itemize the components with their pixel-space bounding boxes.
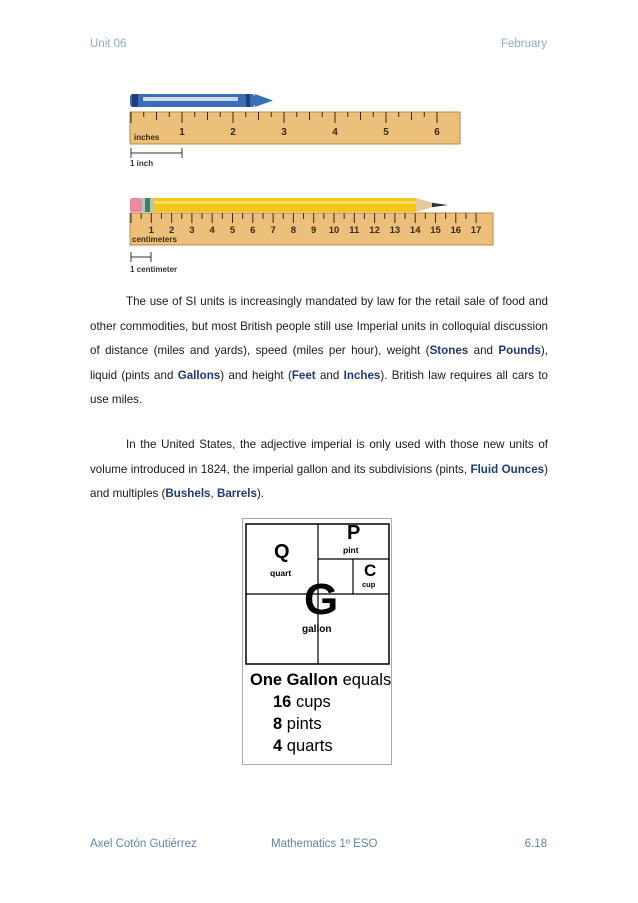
cm-number: 17 xyxy=(470,225,482,236)
quart-label: quart xyxy=(270,568,292,578)
inch-number: 3 xyxy=(281,127,287,138)
rulers-illustration xyxy=(118,86,498,278)
para1-text-6: ). British law requires all cars to use miles. xyxy=(90,368,548,406)
cm-caption: 1 centimeter xyxy=(130,265,178,274)
gallon-equivalence-figure xyxy=(242,518,392,765)
cm-number: 3 xyxy=(189,225,195,236)
cup-letter: C xyxy=(364,561,377,580)
cm-scale-marker xyxy=(130,252,177,274)
cm-number: 11 xyxy=(349,225,360,236)
equivalence-quarts xyxy=(273,737,333,756)
cups-unit: cups xyxy=(291,693,331,711)
header-month: February xyxy=(500,38,547,50)
cm-number: 8 xyxy=(290,225,297,236)
cm-number: 5 xyxy=(229,225,236,236)
inch-number: 5 xyxy=(383,127,389,138)
gallon-equals-heading xyxy=(250,671,391,690)
keyword-bushels: Bushels xyxy=(165,487,211,500)
para1-text-1: The use of SI units is increasingly mandated by law for the retail sale of food and other commodities, but most British people still use Imperial units in colloquial discussion of distance (miles and yards), speed (miles per hour), weight ( xyxy=(90,295,548,357)
cm-number: 2 xyxy=(168,225,175,236)
cup-label: cup xyxy=(362,580,376,589)
inch-scale-marker xyxy=(130,148,182,168)
footer-author: Axel Cotón Gutiérrez xyxy=(90,838,197,850)
keyword-feet: Feet xyxy=(291,368,316,382)
inch-ruler xyxy=(130,112,460,144)
para1-text-2: and xyxy=(468,344,499,357)
cm-number: 16 xyxy=(450,225,462,236)
equivalence-pints xyxy=(273,715,322,734)
gallon-equals-bold: One Gallon xyxy=(250,671,339,689)
para2-text-4: ). xyxy=(256,487,265,500)
inch-caption: 1 inch xyxy=(130,159,154,168)
inch-number: 1 xyxy=(179,127,185,138)
para1-text-4: ) and height ( xyxy=(220,368,292,382)
cups-count: 16 xyxy=(273,693,292,711)
cm-number: 13 xyxy=(389,225,401,236)
centimeter-ruler xyxy=(130,213,493,245)
para1-text-5: and xyxy=(315,368,344,382)
keyword-inches: Inches xyxy=(343,368,381,382)
pints-unit: pints xyxy=(282,715,322,733)
pints-count: 8 xyxy=(273,715,283,733)
cm-number: 6 xyxy=(250,225,256,236)
cm-number: 14 xyxy=(409,225,421,236)
inch-number: 6 xyxy=(434,127,440,138)
cm-number: 7 xyxy=(270,225,276,236)
pint-label: pint xyxy=(343,545,359,555)
cm-number: 1 xyxy=(148,225,154,236)
keyword-pounds: Pounds xyxy=(498,344,541,357)
cm-number: 4 xyxy=(209,225,215,236)
equivalence-cups xyxy=(273,693,331,712)
inch-number: 2 xyxy=(230,127,236,138)
paragraph-imperial-uk xyxy=(90,290,548,413)
keyword-barrels: Barrels xyxy=(216,487,257,500)
gallon-letter: G xyxy=(304,575,339,624)
footer-page-number: 6.18 xyxy=(524,838,547,850)
quarts-count: 4 xyxy=(273,737,283,755)
keyword-gallons: Gallons xyxy=(177,368,221,382)
quarts-unit: quarts xyxy=(282,737,333,755)
inch-ruler-label: inches xyxy=(134,133,160,142)
gallon-label: gallon xyxy=(302,624,332,635)
cm-number: 15 xyxy=(430,225,441,236)
para2-text-3: , xyxy=(210,487,217,500)
footer-subject: Mathematics 1º ESO xyxy=(271,838,378,850)
cm-number: 9 xyxy=(311,225,317,236)
pint-letter: P xyxy=(347,522,361,544)
cm-ruler-label: centimeters xyxy=(132,235,177,244)
para1-text-3: ), liquid (pints and xyxy=(90,344,548,382)
inch-number: 4 xyxy=(332,127,338,138)
para2-text-1: In the United States, the adjective imperial is only used with those new units of volume introduced in 1824, the imperial gallon and its subdivisions (pints, xyxy=(90,438,548,476)
cm-number: 12 xyxy=(369,225,380,236)
pencil-icon xyxy=(130,198,448,212)
gallon-equals-rest: equals xyxy=(338,671,392,689)
cm-number: 10 xyxy=(328,225,340,236)
keyword-fluid-ounces: Fluid Ounces xyxy=(470,462,545,476)
crayon-icon xyxy=(130,94,273,107)
header-unit: Unit 06 xyxy=(90,38,127,50)
keyword-stones: Stones xyxy=(429,344,469,357)
paragraph-imperial-us xyxy=(90,433,548,507)
para2-text-2: ) and multiples ( xyxy=(90,462,548,500)
quart-letter: Q xyxy=(274,541,290,563)
